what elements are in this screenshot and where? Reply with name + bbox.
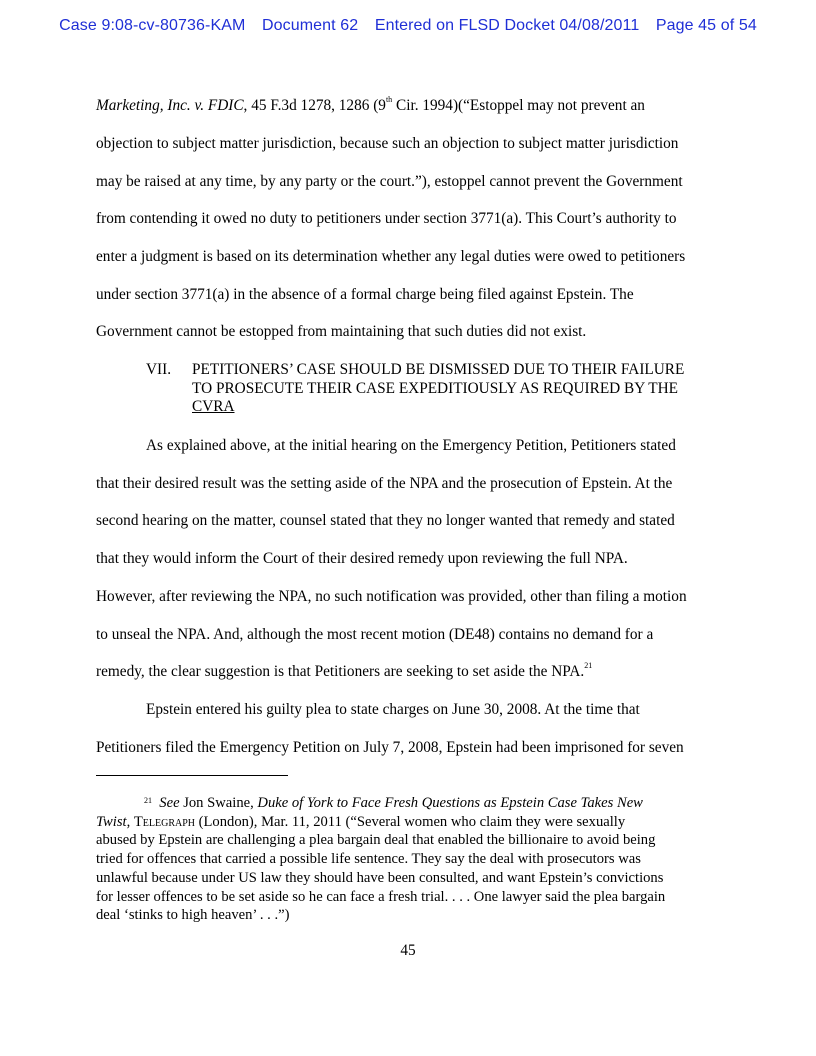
case-number: Case 9:08-cv-80736-KAM (59, 17, 246, 34)
section-title (192, 361, 732, 417)
line-text: remedy, the clear suggestion is that Petitioners are seeking to set aside the NPA. (96, 663, 585, 680)
body-line: under section 3771(a) in the absence of a formal charge being filed against Epstein. The (96, 286, 634, 303)
heading-line: TO PROSECUTE THEIR CASE EXPEDITIOUSLY AS REQUIRED BY THE (192, 379, 679, 397)
footnote (96, 794, 726, 925)
footnote-line: for lesser offences to be set aside so he can face a fresh trial. . . . One lawyer said the plea bargain (96, 888, 666, 905)
body-line-indented: Epstein entered his guilty plea to state charges on June 30, 2008. At the time that (146, 701, 640, 718)
heading-line-underlined: CVRA (192, 398, 235, 415)
section-number: VII. (146, 361, 172, 378)
body-line (96, 663, 592, 681)
body-line: Petitioners filed the Emergency Petition on July 7, 2008, Epstein had been imprisoned for seven (96, 739, 684, 756)
body-line: second hearing on the matter, counsel stated that they no longer wanted that remedy and stated (96, 512, 675, 529)
heading-line: PETITIONERS’ CASE SHOULD BE DISMISSED DUE TO THEIR FAILURE (192, 361, 685, 378)
document-number: Document 62 (262, 17, 359, 34)
footnote-line (96, 794, 726, 813)
footnote-rule (96, 775, 288, 776)
body-line: may be raised at any time, by any party or the court.”), estoppel cannot prevent the Government (96, 173, 683, 190)
footnote-line: Twist, Telegraph (London), Mar. 11, 2011 (“Several women who claim they were sexually (96, 813, 626, 830)
body-line: to unseal the NPA. And, although the most recent motion (DE48) contains no demand for a (96, 626, 654, 643)
body-line: Government cannot be estopped from maintaining that such duties did not exist. (96, 323, 587, 340)
citation-text: Cir. 1994)(“Estoppel may not prevent an (392, 97, 645, 114)
body-line: that their desired result was the setting aside of the NPA and the prosecution of Epstein. At the (96, 475, 673, 492)
footnote-line: deal ‘stinks to high heaven’ . . .”) (96, 907, 290, 924)
body-line: enter a judgment is based on its determination whether any legal duties were owed to petitioners (96, 248, 686, 265)
body-line: from contending it owed no duty to petitioners under section 3771(a). This Court’s authority to (96, 210, 677, 227)
superscript: th (385, 95, 393, 104)
body-line: However, after reviewing the NPA, no such notification was provided, other than filing a motion (96, 588, 687, 605)
footnote-text: (London), Mar. 11, 2011 (“Several women who claim they were sexually (195, 813, 626, 830)
docket-stamp (0, 17, 816, 35)
author: Jon Swaine, (179, 795, 258, 811)
body-line-indented: As explained above, at the initial hearing on the Emergency Petition, Petitioners stated (146, 437, 676, 454)
docket-entry: Entered on FLSD Docket 04/08/2011 (374, 17, 640, 34)
footnote-line: tried for offences that carried a possible life sentence. They say the deal with prosecutors was (96, 851, 641, 868)
body-line: objection to subject matter jurisdiction, because such an objection to subject matter jurisdiction (96, 135, 679, 152)
page-number: 45 (400, 942, 416, 959)
article-title: Duke of York to Face Fresh Questions as Epstein Case Takes New (257, 795, 643, 811)
case-citation-italic: Marketing, Inc. v. FDIC (96, 97, 244, 114)
publication: Telegraph (133, 813, 195, 830)
footnote-line: abused by Epstein are challenging a plea bargain deal that enabled the billionaire to avoid being (96, 832, 656, 849)
body-line (96, 97, 645, 115)
body-line: that they would inform the Court of their desired remedy upon reviewing the full NPA. (96, 550, 628, 567)
footnote-reference: 21 (584, 661, 593, 670)
footnote-marker: 21 (144, 796, 152, 805)
signal-italic: See (159, 795, 180, 811)
citation-text: , 45 F.3d 1278, 1286 (9 (243, 97, 386, 114)
article-title: Twist (96, 813, 127, 830)
page-count: Page 45 of 54 (655, 17, 757, 34)
footnote-line: unlawful because under US law they should have been consulted, and want Epstein’s convictions (96, 869, 664, 886)
